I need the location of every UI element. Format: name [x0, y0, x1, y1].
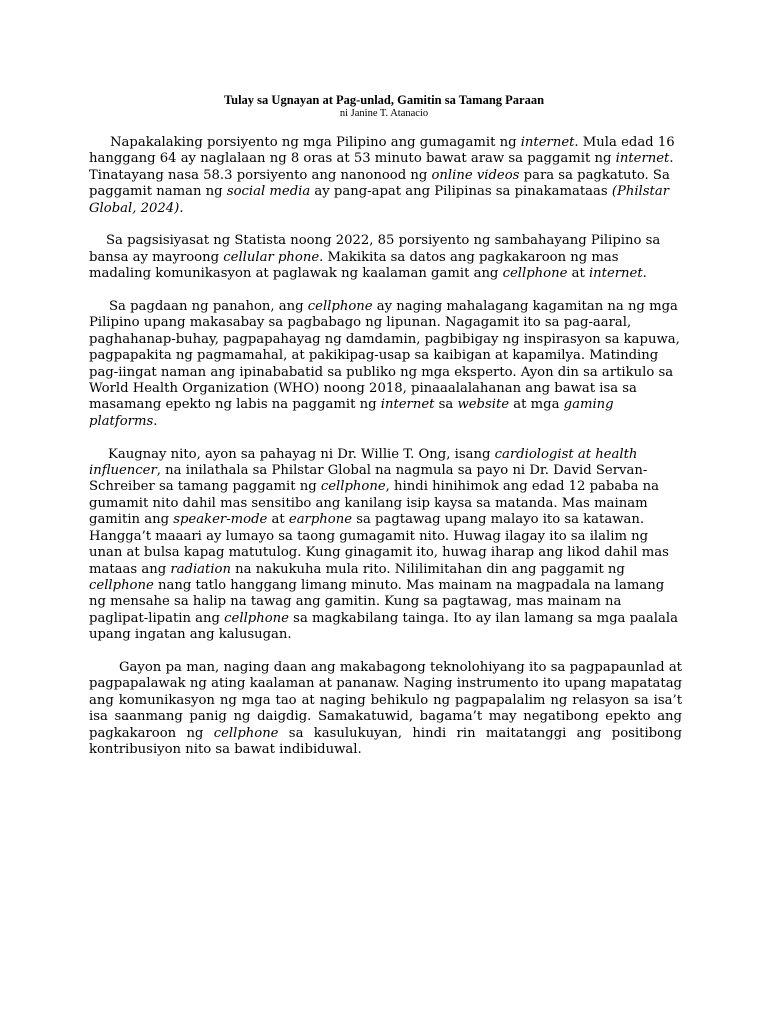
text-run: .	[642, 266, 647, 282]
text-run: Sa pagdaan ng panahon, ang	[109, 299, 308, 315]
italic-term: internet	[520, 135, 575, 150]
text-run: na nakukuha mula rito. Nililimitahan din ang paggamit ng	[230, 561, 625, 577]
text-run: sa pagtawag upang malayo ito sa katawan. Hangga’t maaari ay lumayo sa taong gumagamit nito. Huwag ilagay ito sa ilalim ng unan at bulsa kapag matutulog. Kung ginagamit ito, huwag iharap ang likod dahil mas mataas ang	[89, 512, 669, 577]
text-run: at mga	[509, 397, 564, 413]
document-title: Tulay sa Ugnayan at Pag-unlad, Gamitin sa Tamang Paraan	[223, 93, 545, 107]
title-block	[0, 93, 768, 120]
text-run: para sa pagkatuto. Sa paggamit naman ng	[89, 167, 670, 200]
text-run: .	[153, 413, 158, 429]
italic-term: cellphone	[89, 577, 154, 593]
italic-term: internet	[380, 397, 435, 413]
italic-term: cellphone	[502, 266, 568, 282]
italic-term: website	[457, 397, 510, 413]
text-run: at	[267, 512, 289, 528]
text-run: .	[179, 200, 184, 216]
text-run: at	[567, 266, 589, 282]
article-body	[89, 135, 682, 775]
italic-term: cellphone	[224, 610, 289, 626]
text-run: sa magkabilang tainga. Ito ay ilan lamang sa mga paalala upang ingatan ang kalusugan.	[89, 610, 678, 643]
paragraph-5	[89, 660, 682, 758]
italic-term: cellular phone	[223, 249, 320, 265]
text-run: ay naging mahalagang kagamitan na ng mga Pilipino upang makasabay sa pagbabago ng lipunan. Nagagamit ito sa pag-aaral, paghahanap-buhay, pagpapahayag ng damdamin, pagbibigay ng inspirasyon sa kapuwa, pagpapakita ng pagmamahal, at pakikipag-usap sa kaibigan at kapamilya. Matinding pag-iingat naman ang ipinababatid sa publiko ng mga eksperto. Ayon din sa artikulo sa World Health Organization (WHO) noong 2018, pinaaalalahanan ang bawat isa sa masamang epekto ng labis na paggamit ng	[89, 299, 680, 413]
italic-term: cardiologist at health influencer	[89, 446, 638, 479]
italic-term: radiation	[170, 561, 231, 577]
italic-term: online videos	[431, 167, 520, 183]
text-run: ay pang-apat ang Pilipinas sa pinakamataas	[310, 184, 612, 200]
text-run: . Makikita sa datos ang pagkakaroon ng mas madaling komunikasyon at paglawak ng kaalaman gamit ang	[89, 249, 619, 282]
text-run: nang tatlo hanggang limang minuto. Mas mainam na magpadala na lamang ng mensahe sa halip na tawag ang gamitin. Kung sa pagtawag, mas mainam na paglipat-lipatin ang	[89, 577, 665, 626]
paragraph-3	[89, 299, 682, 430]
text-run: Napakalaking porsiyento ng mga Pilipino ang gumagamit ng	[110, 135, 521, 150]
text-run: Kaugnay nito, ayon sa pahayag ni Dr. Willie T. Ong, isang	[108, 446, 495, 462]
text-run: sa	[434, 397, 458, 413]
italic-term: (Philstar Global, 2024)	[89, 184, 670, 216]
text-run: sa kasulukuyan, hindi rin maitatanggi ang positibong kontribusiyon nito sa bawat indibiduwal.	[89, 725, 682, 757]
italic-term: social media	[226, 184, 311, 200]
text-run: . Tinatayang nasa 58.3 porsiyento ang nanonood ng	[89, 151, 674, 183]
text-run: Sa pagsisiyasat ng Statista noong 2022, 85 porsiyento ng sambahayang Pilipino sa bansa ay mayroong	[89, 233, 661, 265]
document-author: ni Janine T. Atanacio	[339, 108, 429, 119]
italic-term: gaming platforms	[89, 397, 614, 429]
italic-term: cellphone	[320, 479, 386, 495]
paragraph-2	[89, 233, 682, 282]
italic-term: internet	[588, 266, 643, 282]
paragraph-1	[89, 135, 682, 217]
italic-term: cellphone	[307, 299, 373, 315]
text-run: , hindi hinihimok ang edad 12 pababa na gumamit nito dahil mas sensitibo ang kanilang isip kaysa sa matanda. Mas mainam gamitin ang	[89, 479, 660, 528]
italic-term: earphone	[288, 512, 353, 528]
text-run: Gayon pa man, naging daan ang makabagong teknolohiyang ito sa pagpapaunlad at pagpapalawak ng ating kaalaman at pananaw. Naging instrumento ito upang mapatatag ang komunikasyon ng mga tao at naging behikulo ng pagpapalalim ng relasyon sa isa’t isa saanmang panig ng daigdig. Samakatuwid, bagama’t may negatibong epekto ang pagkakaroon ng	[89, 659, 682, 741]
italic-term: internet	[615, 151, 670, 167]
text-run: , na inilathala sa Philstar Global na nagmula sa payo ni Dr. David Servan-Schreiber sa tamang paggamit ng	[89, 463, 648, 495]
paragraph-4	[89, 447, 682, 644]
text-run: . Mula edad 16 hanggang 64 ay naglalaan ng 8 oras at 53 minuto bawat araw sa paggamit ng	[89, 135, 675, 167]
italic-term: cellphone	[213, 725, 279, 741]
italic-term: speaker-mode	[173, 512, 268, 528]
